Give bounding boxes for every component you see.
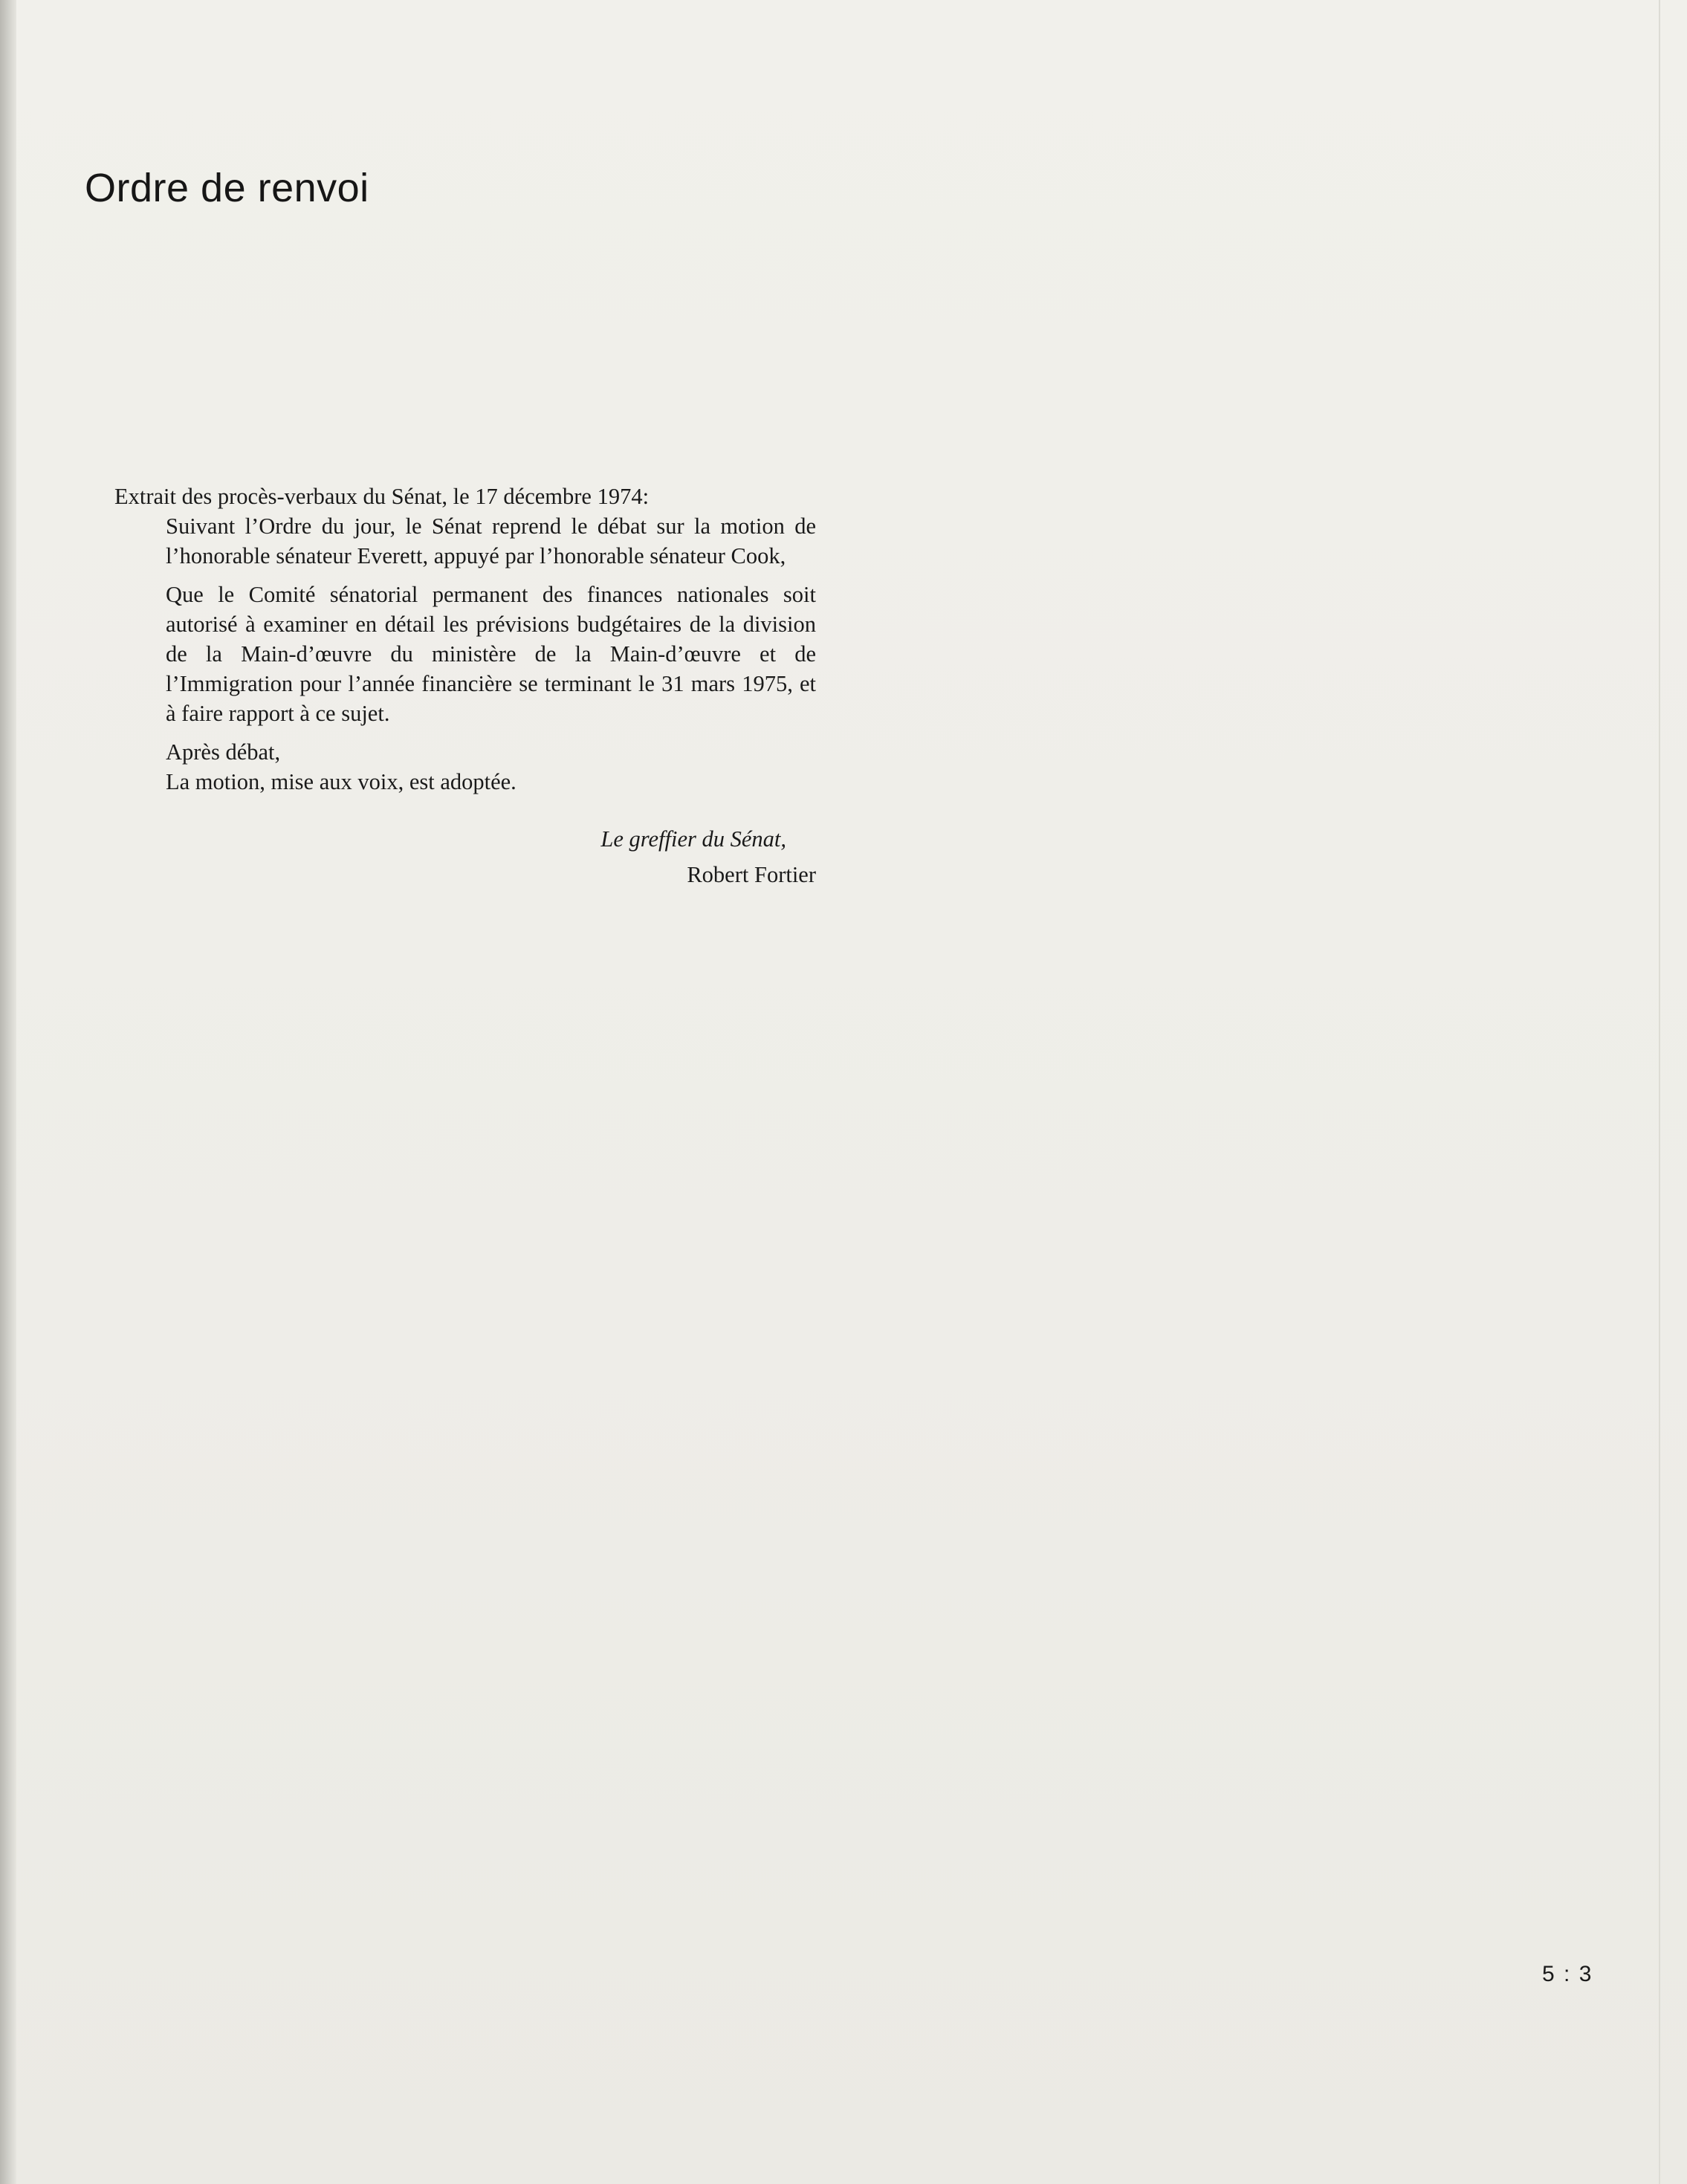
motion-quote — [85, 511, 816, 797]
order-of-reference — [85, 482, 816, 890]
motion-adopted-line: La motion, mise aux voix, est adoptée. — [166, 769, 517, 794]
clerk-role: Le greffier du Sénat, — [600, 826, 786, 852]
page-fold-line — [1659, 0, 1660, 2184]
after-debate-line: Après débat, — [166, 739, 281, 765]
motion-paragraph: Que le Comité sénatorial permanent des finances nationales soit autorisé à examiner en détail les prévisions budgétaires de la division de la Main-d’œuvre du ministère de la Main-d’œuvre et de l’Immigration pour l’année financière se terminant le 31 mars 1975, et à faire rapport à ce sujet. — [166, 582, 816, 726]
page-binding — [0, 0, 16, 2184]
page-number: 5 : 3 — [1542, 1962, 1593, 1986]
clerk-name: Robert Fortier — [687, 862, 816, 887]
debate-paragraph: Suivant l’Ordre du jour, le Sénat reprend le débat sur la motion de l’honorable sénateur Everett, appuyé par l’honorable sénateur Cook, — [166, 513, 816, 568]
signature-block — [85, 824, 816, 890]
page-title: Ordre de renvoi — [85, 166, 369, 210]
extract-intro: Extrait des procès-verbaux du Sénat, le 17 décembre 1974: — [114, 484, 650, 509]
